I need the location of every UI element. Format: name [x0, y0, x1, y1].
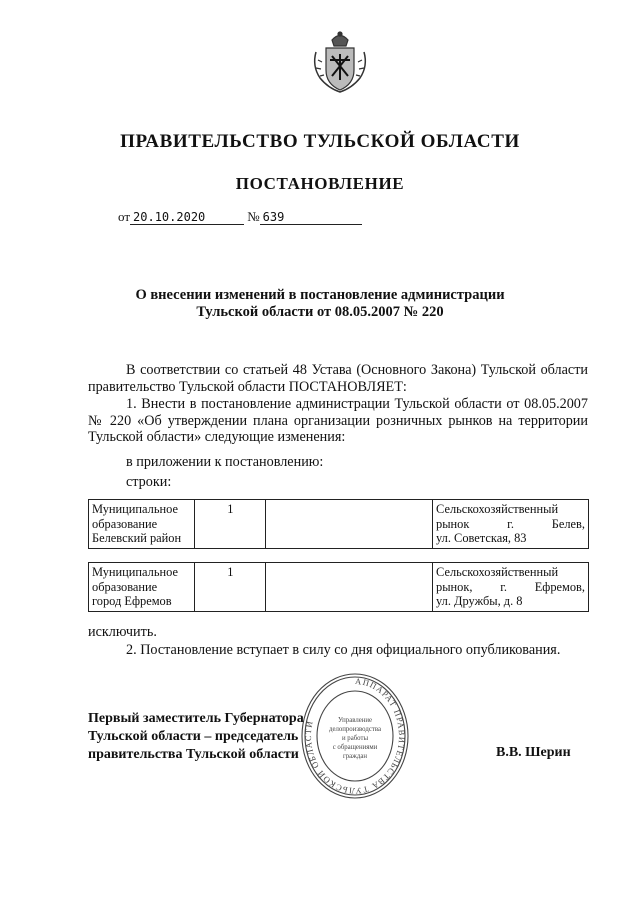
market-row-table [88, 562, 589, 612]
document-type: ПОСТАНОВЛЕНИЕ [235, 174, 405, 193]
signatory-line-3: правительства Тульской области [88, 747, 299, 762]
market-cell: Сельскохозяйственный рынок г. Белев, ул. Советская, 83 [433, 500, 589, 549]
document-number: 639 [260, 210, 362, 225]
date-number-line [118, 209, 362, 225]
seal-ring-text: АППАРАТ ПРАВИТЕЛЬСТВА ТУЛЬСКОЙ ОБЛАСТИ [302, 675, 408, 797]
empty-cell [266, 500, 433, 549]
seal-line: с обращениями [332, 744, 378, 751]
government-title: ПРАВИТЕЛЬСТВО ТУЛЬСКОЙ ОБЛАСТИ [120, 131, 520, 152]
seal-line: граждан [342, 753, 368, 760]
paragraph-item-2: 2. Постановление вступает в силу со дня официального опубликования. [126, 642, 561, 658]
document-subject [0, 287, 640, 321]
paragraph-exclude: исключить. [88, 624, 157, 640]
municipality-cell: Муниципальное образование Белевский район [89, 500, 195, 549]
paragraph-basis: В соответствии со статьей 48 Устава (Основного Закона) Тульской области правительство Тульской области ПОСТАНОВЛЯЕТ: [88, 362, 588, 395]
subject-line-2: Тульской области от 08.05.2007 № 220 [196, 304, 444, 320]
empty-cell [266, 563, 433, 612]
signatory-line-1: Первый заместитель Губернатора [88, 711, 304, 726]
signatory-name: В.В. Шерин [496, 745, 571, 760]
market-cell: Сельскохозяйственный рынок, г. Ефремов, ул. Дружбы, д. 8 [433, 563, 589, 612]
document-date: 20.10.2020 [130, 210, 244, 225]
count-cell: 1 [195, 563, 266, 612]
paragraph-rows: строки: [126, 474, 172, 490]
table-row [89, 563, 589, 612]
seal-line: Управление [337, 717, 373, 724]
subject-line-1: О внесении изменений в постановление администрации [135, 287, 505, 303]
seal-line: и работы [341, 735, 369, 742]
signatory-position [88, 710, 304, 764]
municipality-cell: Муниципальное образование город Ефремов [89, 563, 195, 612]
paragraph-item-1: 1. Внести в постановление администрации Тульской области от 08.05.2007 № 220 «Об утверждении плана организации розничных рынков на территории Тульской области» следующие изменения: [88, 396, 588, 445]
count-cell: 1 [195, 500, 266, 549]
table-row [89, 500, 589, 549]
date-prefix: от [118, 209, 131, 224]
market-row-table [88, 499, 589, 549]
paragraph-appendix: в приложении к постановлению: [126, 454, 324, 470]
number-prefix: № [247, 209, 260, 224]
seal-line: делопроизводства [329, 726, 381, 733]
signatory-line-2: Тульской области – председатель [88, 729, 299, 744]
coat-of-arms-icon [310, 30, 370, 96]
official-seal [300, 672, 410, 800]
